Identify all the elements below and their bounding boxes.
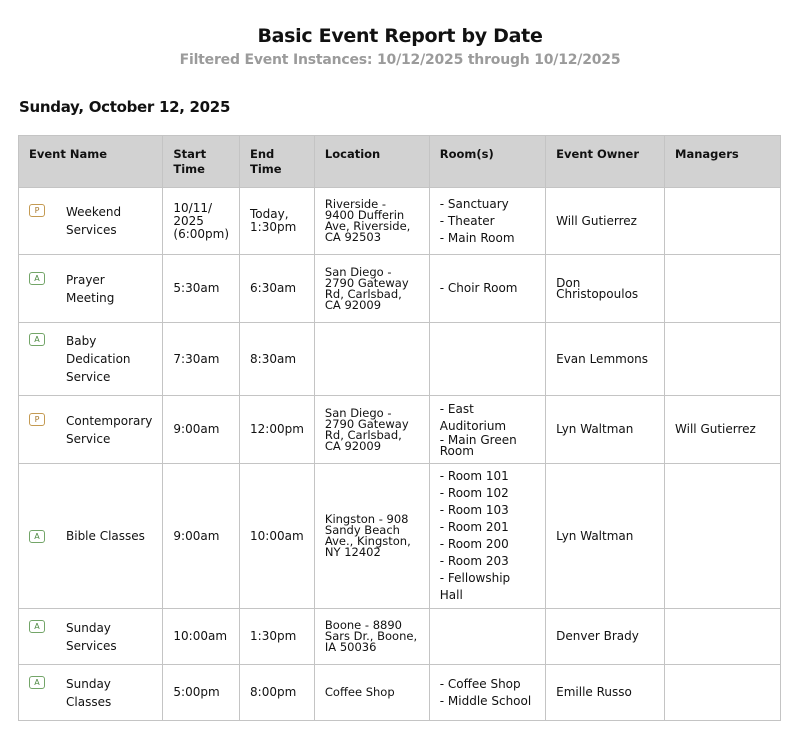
room-item: - Main Green Room [439, 432, 517, 458]
location-text: Riverside - 9400 Dufferin Ave, Riverside, CA 92503 [324, 197, 411, 244]
header-rooms: Room(s) [429, 136, 545, 188]
status-badge: A [29, 676, 45, 689]
event-owner: Lyn Waltman [556, 528, 634, 543]
event-name-cell [19, 396, 163, 464]
managers-cell [665, 188, 781, 255]
event-owner-cell [546, 665, 665, 721]
event-owner-cell [546, 255, 665, 323]
start-time: 5:30am [173, 281, 220, 295]
managers-cell [665, 609, 781, 665]
table-header-row [19, 136, 781, 188]
date-heading: Sunday, October 12, 2025 [19, 98, 231, 116]
event-name-cell [19, 464, 163, 609]
rooms-cell [429, 665, 545, 721]
event-owner: Denver Brady [556, 629, 639, 643]
location-cell [314, 665, 429, 721]
event-name-link[interactable]: Bible Classes [66, 529, 145, 543]
event-name-link[interactable]: Baby Dedication Service [66, 334, 131, 384]
room-item: - Fellowship Hall [439, 571, 511, 602]
header-location: Location [314, 136, 429, 188]
location-cell [314, 255, 429, 323]
event-owner: Emille Russo [556, 685, 632, 699]
end-time-cell [240, 464, 315, 609]
location-text: Boone - 8890 Sars Dr., Boone, IA 50036 [324, 618, 418, 654]
event-owner: Will Gutierrez [556, 213, 637, 228]
rooms-cell [429, 188, 545, 255]
start-time: 10/11/ 2025 (6:00pm) [173, 200, 230, 241]
end-time: Today, 1:30pm [250, 207, 297, 234]
table-row [19, 323, 781, 396]
event-name-cell [19, 255, 163, 323]
event-owner-cell [546, 323, 665, 396]
managers-cell [665, 464, 781, 609]
room-item: - East Auditorium [439, 401, 507, 433]
rooms-cell [429, 255, 545, 323]
managers-cell [665, 665, 781, 721]
start-time: 7:30am [173, 351, 220, 366]
location-cell [314, 609, 429, 665]
status-badge: P [29, 413, 45, 426]
start-time: 9:00am [173, 528, 220, 543]
rooms-list [440, 196, 535, 247]
end-time: 12:00pm [250, 422, 304, 436]
room-item: - Room 203 [439, 554, 509, 568]
end-time: 10:00am [250, 528, 304, 543]
report-title: Basic Event Report by Date [257, 25, 543, 47]
room-item: - Choir Room [439, 281, 518, 295]
end-time: 1:30pm [250, 629, 297, 643]
start-time-cell [163, 188, 240, 255]
event-name-link[interactable]: Weekend Services [66, 205, 122, 237]
rooms-cell [429, 323, 545, 396]
table-row [19, 396, 781, 464]
table-row [19, 665, 781, 721]
end-time-cell [240, 396, 315, 464]
start-time-cell [163, 396, 240, 464]
room-item: - Room 103 [439, 503, 509, 517]
rooms-list [440, 401, 535, 457]
event-name-cell [19, 323, 163, 396]
room-item: - Coffee Shop [439, 676, 521, 691]
event-name-link[interactable]: Sunday Services [66, 620, 117, 653]
status-badge: A [29, 272, 45, 285]
end-time: 8:00pm [250, 685, 297, 699]
table-row [19, 255, 781, 323]
rooms-list [440, 468, 535, 604]
event-owner-cell [546, 464, 665, 609]
rooms-cell [429, 609, 545, 665]
event-name-link[interactable]: Prayer Meeting [66, 272, 115, 305]
event-owner-cell [546, 609, 665, 665]
event-name-link[interactable]: Sunday Classes [66, 676, 112, 709]
table-row [19, 188, 781, 255]
event-name-link[interactable]: Contemporary Service [66, 413, 153, 446]
room-item: - Room 102 [439, 486, 509, 500]
report-subtitle: Filtered Event Instances: 10/12/2025 through 10/12/2025 [179, 52, 621, 68]
header-start-time: Start Time [163, 136, 240, 188]
event-name-cell [19, 609, 163, 665]
event-owner: Lyn Waltman [556, 422, 634, 436]
managers-cell [665, 323, 781, 396]
managers-cell [665, 396, 781, 464]
rooms-list [440, 676, 535, 710]
end-time: 6:30am [250, 281, 297, 295]
end-time-cell [240, 255, 315, 323]
event-owner-cell [546, 188, 665, 255]
room-item: - Room 101 [439, 469, 509, 483]
end-time-cell [240, 609, 315, 665]
table-row [19, 464, 781, 609]
room-item: - Middle School [439, 693, 532, 708]
location-text: San Diego - 2790 Gateway Rd, Carlsbad, CA 92009 [324, 405, 409, 453]
rooms-cell [429, 464, 545, 609]
event-owner: Don Christopoulos [556, 275, 639, 301]
location-cell [314, 396, 429, 464]
status-badge: A [29, 530, 45, 543]
location-text: Kingston - 908 Sandy Beach Ave., Kingston, NY 12402 [324, 512, 411, 559]
start-time: 10:00am [173, 629, 228, 643]
location-text: San Diego - 2790 Gateway Rd, Carlsbad, CA 92009 [324, 264, 409, 312]
location-cell [314, 464, 429, 609]
managers: Will Gutierrez [675, 422, 756, 436]
start-time-cell [163, 323, 240, 396]
location-cell [314, 188, 429, 255]
rooms-list [440, 280, 535, 297]
room-item: - Room 200 [439, 537, 509, 551]
status-badge: P [29, 204, 45, 217]
start-time-cell [163, 464, 240, 609]
rooms-cell [429, 396, 545, 464]
status-badge: A [29, 620, 45, 633]
end-time-cell [240, 665, 315, 721]
event-name-cell [19, 188, 163, 255]
start-time: 9:00am [173, 422, 220, 436]
start-time-cell [163, 609, 240, 665]
event-name-cell [19, 665, 163, 721]
end-time: 8:30am [250, 351, 297, 366]
table-row [19, 609, 781, 665]
room-item: - Sanctuary [439, 196, 509, 211]
end-time-cell [240, 323, 315, 396]
room-item: - Room 201 [439, 520, 509, 534]
location-text: Coffee Shop [324, 685, 395, 699]
room-item: - Theater [439, 213, 495, 228]
events-table [18, 135, 781, 721]
end-time-cell [240, 188, 315, 255]
start-time: 5:00pm [173, 685, 220, 699]
header-managers: Managers [665, 136, 781, 188]
event-owner-cell [546, 396, 665, 464]
start-time-cell [163, 665, 240, 721]
location-cell [314, 323, 429, 396]
event-owner: Evan Lemmons [556, 351, 649, 366]
room-item: - Main Room [439, 230, 515, 245]
header-end-time: End Time [240, 136, 315, 188]
header-event-owner: Event Owner [546, 136, 665, 188]
status-badge: A [29, 333, 45, 346]
managers-cell [665, 255, 781, 323]
start-time-cell [163, 255, 240, 323]
header-event-name: Event Name [19, 136, 163, 188]
